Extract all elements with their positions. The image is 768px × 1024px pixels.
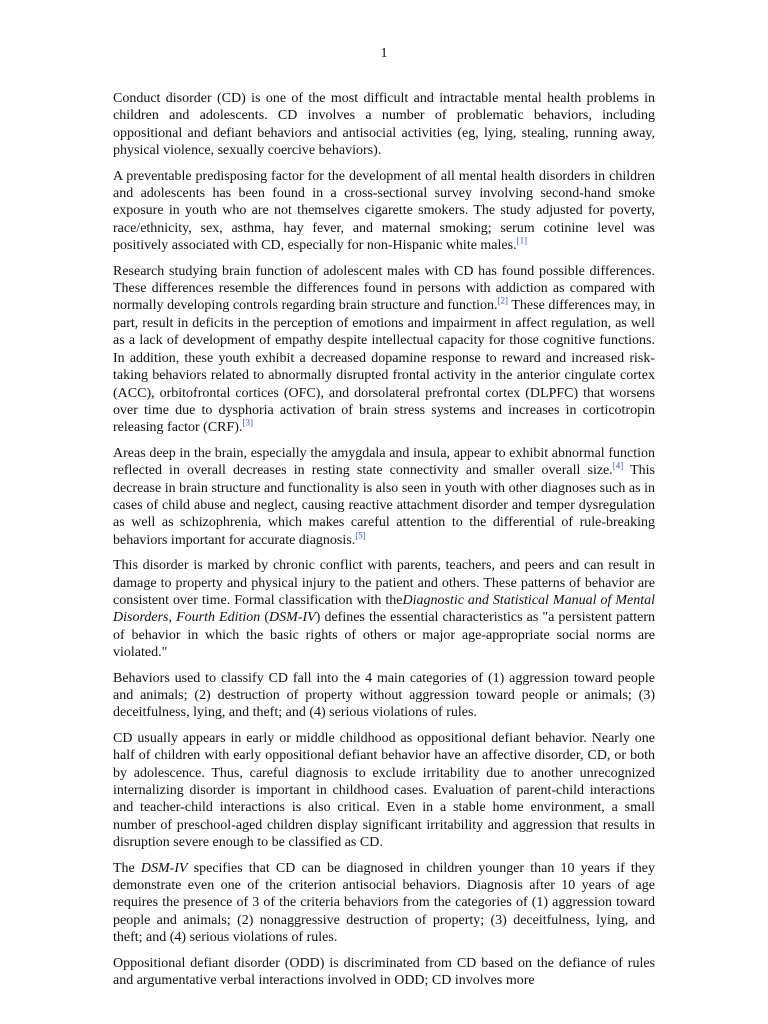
page-number: 1 <box>380 46 388 61</box>
paragraph-behavior-categories: Behaviors used to classify CD fall into the 4 main categories of (1) aggression toward people and animals; (2) destruction of property without aggression toward people or animals; (3) deceitfulness, lying, and theft; and (4) serious violations of rules. <box>113 670 655 721</box>
citation-link-3[interactable]: [3] <box>242 417 253 428</box>
paragraph-text: The <box>113 860 141 876</box>
citation-link-2[interactable]: [2] <box>497 295 509 306</box>
paragraph-odd: Oppositional defiant disorder (ODD) is discriminated from CD based on the defiance of rules and argumentative verbal interactions involved in ODD; CD involves more <box>113 955 655 989</box>
dsm-abbreviation: DSM-IV <box>269 610 316 626</box>
paragraph-brain-function <box>113 263 655 437</box>
paragraph-text: This disorder is marked by chronic conflict with parents, teachers, and peers and can result in damage to property and physical injury to the patient and others. These patterns of behavior are consistent over time. Formal classification with the <box>113 558 655 608</box>
paragraph-intro: Conduct disorder (CD) is one of the most difficult and intractable mental health problems in children and adolescents. CD involves a number of problematic behaviors, including oppositional and defiant behaviors and antisocial activities (eg, lying, stealing, running away, physical violence, sexually coercive behaviors). <box>113 91 655 159</box>
dsm-title: Diagnostic and Statistical Manual of Mental Disorders, Fourth Edition <box>113 592 655 626</box>
paragraph-dsm-classification <box>113 557 655 661</box>
paragraph-secondhand-smoke <box>113 168 655 255</box>
paragraph-amygdala <box>113 445 655 549</box>
paragraph-text: This decrease in brain structure and functionality is also seen in youth with other diagnoses such as in cases of child abuse and neglect, causing reactive attachment disorder and temper dysregulation as well as schizophrenia, which makes careful attention to the differential of rule-breaking behaviors important for accurate diagnosis. <box>113 463 656 548</box>
dsm-abbreviation: DSM-IV <box>140 860 188 876</box>
document-body <box>113 90 655 998</box>
paragraph-text: Areas deep in the brain, especially the amygdala and insula, appear to exhibit abnormal function reflected in overall decreases in resting state connectivity and smaller overall size. <box>113 445 655 479</box>
paragraph-onset: CD usually appears in early or middle childhood as oppositional defiant behavior. Nearly one half of children with early oppositional defiant behavior have an affective disorder, CD, or both by adolescence. Thus, careful diagnosis to exclude irritability due to another unrecognized internalizing disorder is important in childhood cases. Evaluation of parent-child interactions and teacher-child interactions is also critical. Even in a stable home environment, a small number of preschool-aged children display significant irritability and aggression that results in disruption severe enough to be classified as CD. <box>113 730 655 851</box>
paragraph-text: A preventable predisposing factor for the development of all mental health disorders in children and adolescents has been found in a cross-sectional survey involving second-hand smoke exposure in youth who are not themselves cigarette smokers. The study adjusted for poverty, race/ethnicity, sex, asthma, hay fever, and maternal smoking; serum cotinine level was positively associated with CD, especially for non-Hispanic white males. <box>113 168 655 254</box>
paragraph-text: ( <box>260 610 270 626</box>
paragraph-text: These differences may, in part, result in deficits in the perception of emotions and impairment in affect regulation, as well as a lack of development of empathy despite intellectual capacity for those cognitive functions. In addition, these youth exhibit a decreased dopamine response to reward and increased risk-taking behaviors related to abnormally disrupted frontal activity in the anterior cingulate cortex (ACC), orbitofrontal cortices (OFC), and dorsolateral prefrontal cortex (DLPFC) that worsens over time due to dysphoria activation of brain stress systems and increases in corticotropin releasing factor (CRF). <box>113 298 655 436</box>
citation-link-5[interactable]: [5] <box>355 530 366 541</box>
citation-link-1[interactable]: [1] <box>516 235 528 246</box>
paragraph-text: specifies that CD can be diagnosed in children younger than 10 years if they demonstrate even one of the criterion antisocial behaviors. Diagnosis after 10 years of age requires the presence of 3 of the criteria behaviors from the categories of (1) aggression toward people and animals; (2) nonaggressive destruction of property; (3) deceitfulness, lying, and theft; and (4) serious violations of rules. <box>113 860 655 946</box>
citation-link-4[interactable]: [4] <box>612 460 624 471</box>
paragraph-diagnosis-age <box>113 860 655 947</box>
paragraph-text: Research studying brain function of adolescent males with CD has found possible differences. These differences resemble the differences found in persons with addiction as compared with normally developing controls regarding brain structure and function. <box>113 263 655 314</box>
paragraph-text: ) defines the essential characteristics as "a persistent pattern of behavior in which the basic rights of others or major age-appropriate social norms are violated." <box>113 610 655 661</box>
